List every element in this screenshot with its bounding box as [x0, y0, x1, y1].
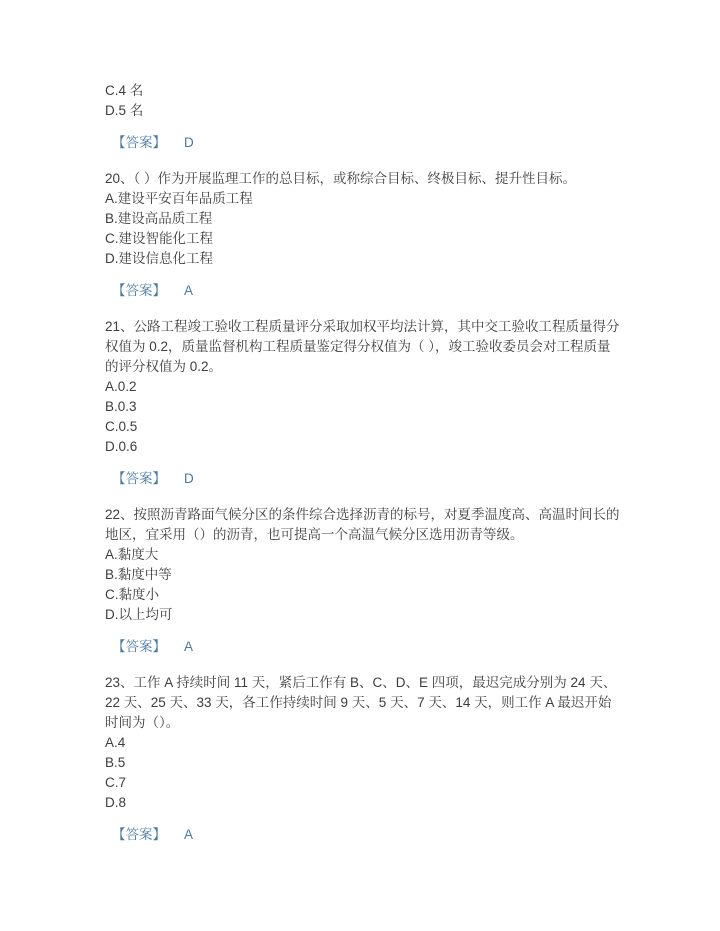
- answer-label: 【答案】: [112, 827, 166, 842]
- option-c: C.0.5: [105, 419, 138, 434]
- answer-value: A: [184, 283, 194, 298]
- answer-row: [105, 133, 621, 153]
- question-block-23: [105, 673, 621, 845]
- answer-row: [105, 637, 621, 657]
- question-block-22: [105, 505, 621, 657]
- option-a: A.0.2: [105, 379, 137, 394]
- answer-value: A: [184, 639, 194, 654]
- answer-value: D: [184, 471, 194, 486]
- question-stem: 20、（ ）作为开展监理工作的总目标，或称综合目标、终极目标、提升性目标。: [105, 171, 577, 186]
- partial-question-block: [105, 81, 621, 153]
- question-block-20: [105, 169, 621, 301]
- option-d: D.0.6: [105, 439, 138, 454]
- answer-label: 【答案】: [112, 639, 166, 654]
- answer-row: [105, 825, 621, 845]
- option-d: D.5 名: [105, 103, 144, 118]
- option-b: B.黏度中等: [105, 567, 172, 582]
- question-stem: 21、公路工程竣工验收工程质量评分采取加权平均法计算，其中交工验收工程质量得分权值为 0.2，质量监督机构工程质量鉴定得分权值为（ ），竣工验收委员会对工程质量的评分权值为 0.2。: [105, 319, 620, 374]
- question-stem: 23、工作 A 持续时间 11 天，紧后工作有 B、C、D、E 四项，最迟完成分别为 24 天、22 天、25 天、33 天，各工作持续时间 9 天、5 天、7 天、14 天，则工作 A 最迟开始时间为（）。: [105, 675, 617, 730]
- question-stem: 22、按照沥青路面气候分区的条件综合选择沥青的标号，对夏季温度高、高温时间长的地区，宜采用（）的沥青，也可提高一个高温气候分区选用沥青等级。: [105, 507, 620, 542]
- answer-value: D: [184, 135, 194, 150]
- option-b: B.5: [105, 755, 126, 770]
- question-block-21: [105, 317, 621, 489]
- answer-row: [105, 469, 621, 489]
- option-c: C.黏度小: [105, 587, 159, 602]
- option-d: D.建设信息化工程: [105, 251, 213, 266]
- answer-label: 【答案】: [112, 283, 166, 298]
- option-b: B.建设高品质工程: [105, 211, 213, 226]
- option-d: D.以上均可: [105, 607, 173, 622]
- option-d: D.8: [105, 795, 127, 810]
- option-a: A.4: [105, 735, 126, 750]
- answer-label: 【答案】: [112, 135, 166, 150]
- option-c: C.7: [105, 775, 127, 790]
- answer-value: A: [184, 827, 194, 842]
- option-a: A.建设平安百年品质工程: [105, 191, 253, 206]
- option-b: B.0.3: [105, 399, 137, 414]
- answer-label: 【答案】: [112, 471, 166, 486]
- option-c: C.建设智能化工程: [105, 231, 213, 246]
- option-a: A.黏度大: [105, 547, 159, 562]
- answer-row: [105, 281, 621, 301]
- option-c: C.4 名: [105, 83, 144, 98]
